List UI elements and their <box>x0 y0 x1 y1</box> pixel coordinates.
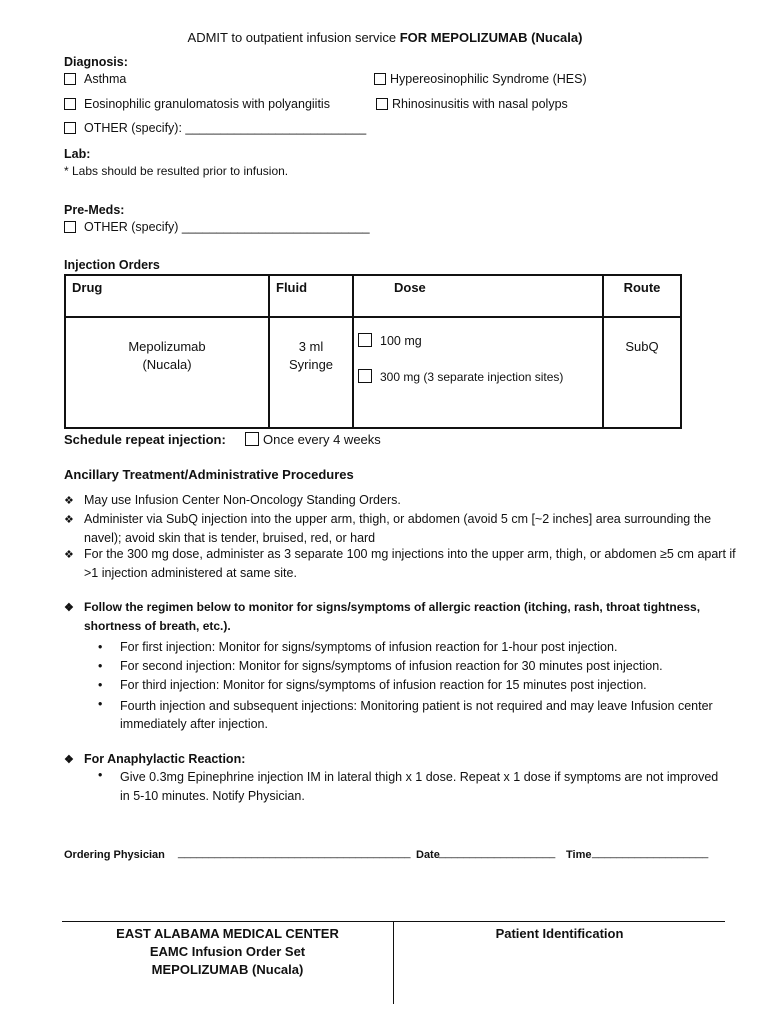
bullet-icon: • <box>98 678 103 692</box>
option-label: Once every 4 weeks <box>263 432 381 447</box>
checkbox[interactable] <box>64 122 76 134</box>
option-label: Rhinosinusitis with nasal polyps <box>392 97 568 111</box>
item-text: For Anaphylactic Reaction: <box>84 752 246 766</box>
option-label: OTHER (specify): __________________________ <box>84 121 367 135</box>
item-text: Fourth injection and subsequent injections: Monitoring patient is not required and may leave Infusion center immediately after injection. <box>120 699 713 731</box>
item-text: Administer via SubQ injection into the upper arm, thigh, or abdomen (avoid 5 cm [~2 inches] area surrounding the navel); avoid skin that is tender, bruised, red, or hard <box>84 512 712 545</box>
ordering-physician-label: Ordering Physician <box>64 849 165 861</box>
item-text: May use Infusion Center Non-Oncology Standing Orders. <box>84 493 401 507</box>
bullet-icon: • <box>98 640 103 654</box>
table-row <box>65 317 681 428</box>
checkbox[interactable] <box>64 73 76 85</box>
dose-cell <box>353 317 603 428</box>
checkbox[interactable] <box>374 73 386 85</box>
route-cell: SubQ <box>603 317 681 428</box>
lab-note: * Labs should be resulted prior to infusion. <box>64 164 289 178</box>
col-route: Route <box>603 275 681 317</box>
time-field[interactable]: ___________________ <box>592 847 709 859</box>
checkbox[interactable] <box>245 432 259 446</box>
injection-orders-heading: Injection Orders <box>64 258 160 272</box>
diamond-bullet-icon: ❖ <box>64 495 74 507</box>
option-label: Eosinophilic granulomatosis with polyangiitis <box>84 97 330 111</box>
bullet-icon: • <box>98 659 103 673</box>
monitor-heading <box>64 598 724 635</box>
table-header-row <box>65 275 681 317</box>
list-item <box>64 491 724 510</box>
option-label: Asthma <box>84 72 127 86</box>
diamond-bullet-icon: ❖ <box>64 754 74 766</box>
list-item <box>64 545 744 582</box>
checkbox[interactable] <box>376 98 388 110</box>
ordering-physician-field[interactable]: ______________________________________ <box>178 847 411 859</box>
checkbox[interactable] <box>64 98 76 110</box>
col-drug: Drug <box>65 275 269 317</box>
page-title <box>0 30 770 45</box>
title-prefix: ADMIT to outpatient infusion service <box>187 30 400 45</box>
item-text: Follow the regimen below to monitor for signs/symptoms of allergic reaction (itching, rash, throat tightness, shortness of breath, etc.). <box>84 600 701 633</box>
injection-orders-table <box>64 274 682 429</box>
footer-org: EAST ALABAMA MEDICAL CENTER <box>116 926 339 941</box>
dose-option-300[interactable] <box>358 368 601 386</box>
list-item <box>98 697 718 731</box>
diamond-bullet-icon: ❖ <box>64 549 74 561</box>
patient-identification: Patient Identification <box>495 926 624 941</box>
time-label: Time <box>566 849 592 861</box>
list-item <box>98 768 719 803</box>
drug-name: Mepolizumab <box>128 339 206 354</box>
list-item <box>98 678 647 692</box>
option-label: 100 mg <box>380 334 422 348</box>
schedule-label: Schedule repeat injection: <box>64 432 226 447</box>
ancillary-heading: Ancillary Treatment/Administrative Procedures <box>64 467 354 482</box>
item-text: For third injection: Monitor for signs/symptoms of infusion reaction for 15 minutes post injection. <box>120 678 647 692</box>
fluid-volume: 3 ml <box>298 339 324 354</box>
date-label: Date <box>416 849 440 861</box>
diagnosis-option-other[interactable] <box>64 121 366 135</box>
checkbox[interactable] <box>64 221 76 233</box>
diamond-bullet-icon: ❖ <box>64 602 74 614</box>
lab-heading: Lab: <box>64 147 91 161</box>
bullet-icon: • <box>98 768 103 782</box>
diagnosis-option-egpa[interactable] <box>64 97 330 111</box>
item-text: For second injection: Monitor for signs/symptoms of infusion reaction for 30 minutes post injection. <box>120 659 663 673</box>
checkbox[interactable] <box>358 333 372 347</box>
drug-cell <box>65 317 269 428</box>
list-item <box>98 659 663 673</box>
schedule-option[interactable] <box>245 432 381 447</box>
option-label: OTHER (specify) ___________________________ <box>84 220 370 234</box>
option-label: 300 mg (3 separate injection sites) <box>380 370 564 384</box>
footer-form: EAMC Infusion Order Set <box>149 944 306 959</box>
col-dose: Dose <box>353 275 603 317</box>
bullet-icon: • <box>98 697 103 711</box>
diagnosis-option-asthma[interactable] <box>64 72 126 86</box>
diagnosis-option-rhinosinusitis[interactable] <box>376 97 568 111</box>
col-fluid: Fluid <box>269 275 353 317</box>
date-field[interactable]: ___________________ <box>439 847 556 859</box>
fluid-type: Syringe <box>288 357 334 372</box>
dose-option-100[interactable] <box>358 332 601 368</box>
premeds-option-other[interactable] <box>64 220 370 234</box>
checkbox[interactable] <box>358 369 372 383</box>
item-text: Give 0.3mg Epinephrine injection IM in lateral thigh x 1 dose. Repeat x 1 dose if symptoms are not improved in 5-10 minutes. Notify Physician. <box>120 770 719 803</box>
item-text: For first injection: Monitor for signs/symptoms of infusion reaction for 1-hour post injection. <box>120 640 618 654</box>
option-label: Hypereosinophilic Syndrome (HES) <box>390 72 587 86</box>
diagnosis-option-hes[interactable] <box>374 72 587 86</box>
drug-brand: (Nucala) <box>142 357 192 372</box>
anaphylactic-heading <box>64 750 245 769</box>
footer-drug: MEPOLIZUMAB (Nucala) <box>151 962 304 977</box>
diagnosis-heading: Diagnosis: <box>64 55 128 69</box>
premeds-heading: Pre-Meds: <box>64 203 125 217</box>
fluid-cell <box>269 317 353 428</box>
list-item <box>64 510 744 547</box>
item-text: For the 300 mg dose, administer as 3 separate 100 mg injections into the upper arm, thigh, or abdomen ≥5 cm apart if >1 injection administered at same site. <box>84 547 736 580</box>
list-item <box>98 640 618 654</box>
title-bold: FOR MEPOLIZUMAB (Nucala) <box>399 30 583 45</box>
diamond-bullet-icon: ❖ <box>64 514 74 526</box>
